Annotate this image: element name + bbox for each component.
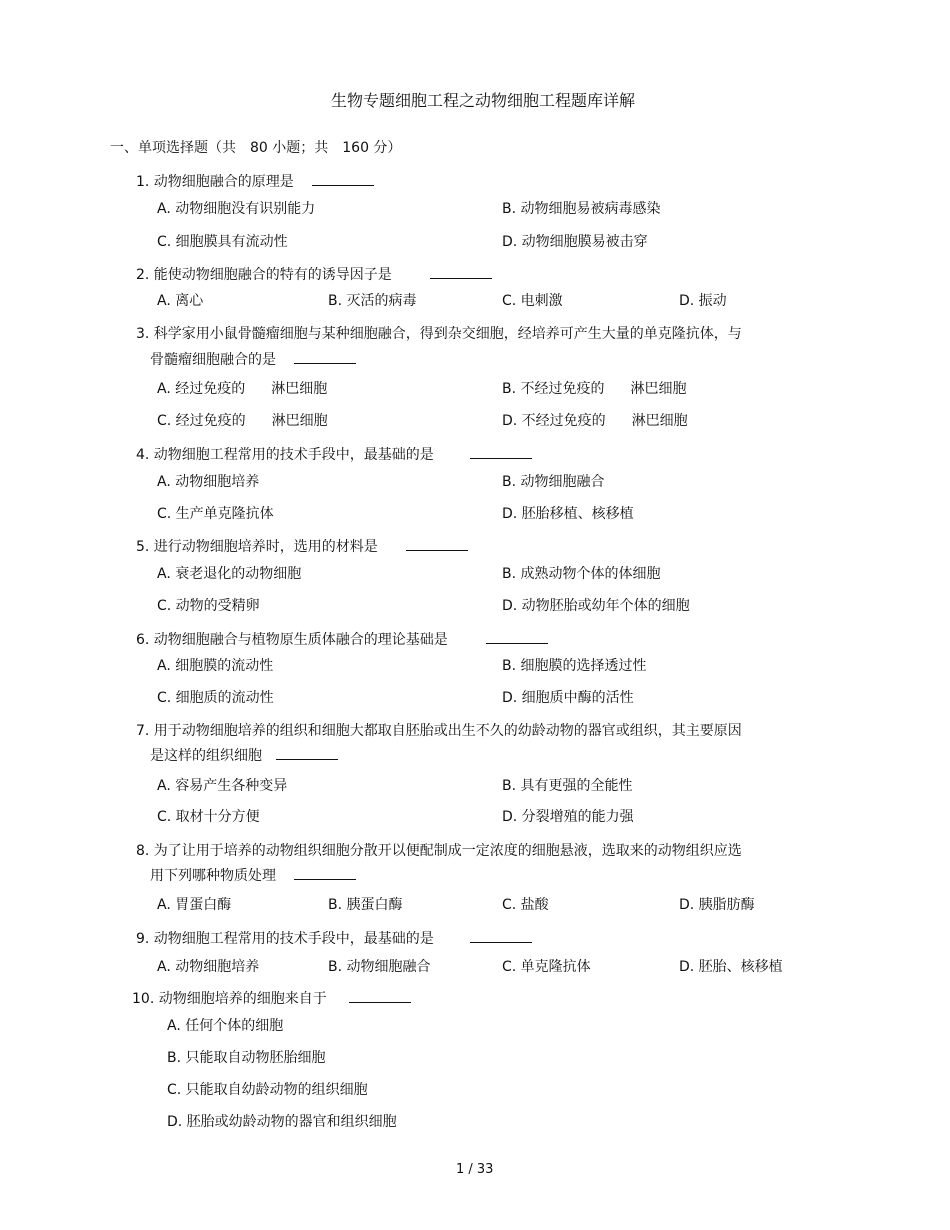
answer-blank bbox=[294, 867, 356, 880]
question-2-option-b: B. 灭活的病毒 bbox=[328, 293, 417, 309]
answer-blank bbox=[294, 351, 356, 364]
question-1-option-c: C. 细胞膜具有流动性 bbox=[157, 234, 288, 250]
answer-blank bbox=[312, 173, 374, 186]
question-7-option-b: B. 具有更强的全能性 bbox=[502, 778, 633, 794]
question-2-option-d: D. 振动 bbox=[679, 293, 727, 309]
question-7-option-d: D. 分裂增殖的能力强 bbox=[502, 809, 634, 825]
question-9-option-a: A. 动物细胞培养 bbox=[157, 959, 260, 975]
section-heading: 一、单项选择题（共 80 小题；共 160 分） bbox=[110, 140, 402, 156]
question-4-option-c: C. 生产单克隆抗体 bbox=[157, 506, 274, 522]
question-8-stem-line1: 8. 为了让用于培养的动物组织细胞分散开以便配制成一定浓度的细胞悬液，选取来的动物组织应选 bbox=[136, 843, 742, 859]
question-8-option-a: A. 胃蛋白酶 bbox=[157, 897, 232, 913]
answer-blank bbox=[406, 538, 468, 551]
question-10-option-d: D. 胚胎或幼龄动物的器官和组织细胞 bbox=[167, 1114, 397, 1130]
question-3-option-b: B. 不经过免疫的 淋巴细胞 bbox=[502, 381, 687, 397]
answer-blank bbox=[430, 266, 492, 279]
answer-blank bbox=[486, 631, 548, 644]
question-6-option-a: A. 细胞膜的流动性 bbox=[157, 658, 274, 674]
question-5-option-c: C. 动物的受精卵 bbox=[157, 598, 260, 614]
question-9-option-c: C. 单克隆抗体 bbox=[502, 959, 591, 975]
question-4-option-b: B. 动物细胞融合 bbox=[502, 474, 605, 490]
question-3-stem-line1: 3. 科学家用小鼠骨髓瘤细胞与某种细胞融合，得到杂交细胞，经培养可产生大量的单克隆抗体，与 bbox=[136, 326, 742, 342]
question-6-option-b: B. 细胞膜的选择透过性 bbox=[502, 658, 647, 674]
question-5-option-d: D. 动物胚胎或幼年个体的细胞 bbox=[502, 598, 690, 614]
question-8-option-c: C. 盐酸 bbox=[502, 897, 549, 913]
question-9-option-d: D. 胚胎、核移植 bbox=[679, 959, 783, 975]
question-9-stem: 9. 动物细胞工程常用的技术手段中，最基础的是 bbox=[136, 930, 532, 948]
question-10-option-a: A. 任何个体的细胞 bbox=[167, 1018, 284, 1034]
document-title: 生物专题细胞工程之动物细胞工程题库详解 bbox=[331, 91, 636, 110]
question-2-option-a: A. 离心 bbox=[157, 293, 204, 309]
question-4-option-d: D. 胚胎移植、核移植 bbox=[502, 506, 634, 522]
question-10-option-c: C. 只能取自幼龄动物的组织细胞 bbox=[167, 1082, 368, 1098]
question-4-stem: 4. 动物细胞工程常用的技术手段中，最基础的是 bbox=[136, 446, 532, 464]
question-1-option-b: B. 动物细胞易被病毒感染 bbox=[502, 201, 661, 217]
question-2-stem: 2. 能使动物细胞融合的特有的诱导因子是 bbox=[136, 266, 492, 284]
question-6-option-c: C. 细胞质的流动性 bbox=[157, 690, 274, 706]
question-6-option-d: D. 细胞质中酶的活性 bbox=[502, 690, 634, 706]
question-6-stem: 6. 动物细胞融合与植物原生质体融合的理论基础是 bbox=[136, 631, 548, 649]
question-7-stem-line2: 是这样的组织细胞 bbox=[150, 747, 338, 765]
question-3-stem-line2: 骨髓瘤细胞融合的是 bbox=[150, 351, 356, 369]
question-7-option-c: C. 取材十分方便 bbox=[157, 809, 260, 825]
answer-blank bbox=[470, 446, 532, 459]
answer-blank bbox=[276, 747, 338, 760]
question-3-option-c: C. 经过免疫的 淋巴细胞 bbox=[157, 413, 328, 429]
question-1-stem: 1. 动物细胞融合的原理是 bbox=[136, 173, 374, 191]
answer-blank bbox=[349, 990, 411, 1003]
question-1-option-d: D. 动物细胞膜易被击穿 bbox=[502, 234, 648, 250]
question-3-option-a: A. 经过免疫的 淋巴细胞 bbox=[157, 381, 328, 397]
question-8-option-b: B. 胰蛋白酶 bbox=[328, 897, 403, 913]
question-1-option-a: A. 动物细胞没有识别能力 bbox=[157, 201, 316, 217]
question-8-stem-line2: 用下列哪种物质处理 bbox=[150, 867, 356, 885]
question-8-option-d: D. 胰脂肪酶 bbox=[679, 897, 755, 913]
question-5-option-a: A. 衰老退化的动物细胞 bbox=[157, 566, 302, 582]
page-number: 1 / 33 bbox=[456, 1162, 494, 1177]
question-7-stem-line1: 7. 用于动物细胞培养的组织和细胞大都取自胚胎或出生不久的幼龄动物的器官或组织，其主要原因 bbox=[136, 723, 742, 739]
question-5-option-b: B. 成熟动物个体的体细胞 bbox=[502, 566, 661, 582]
question-5-stem: 5. 进行动物细胞培养时，选用的材料是 bbox=[136, 538, 468, 556]
question-3-option-d: D. 不经过免疫的 淋巴细胞 bbox=[502, 413, 688, 429]
question-7-option-a: A. 容易产生各种变异 bbox=[157, 778, 288, 794]
question-2-option-c: C. 电刺激 bbox=[502, 293, 563, 309]
answer-blank bbox=[470, 930, 532, 943]
question-10-stem: 10. 动物细胞培养的细胞来自于 bbox=[132, 990, 411, 1008]
question-4-option-a: A. 动物细胞培养 bbox=[157, 474, 260, 490]
question-10-option-b: B. 只能取自动物胚胎细胞 bbox=[167, 1050, 326, 1066]
question-9-option-b: B. 动物细胞融合 bbox=[328, 959, 431, 975]
